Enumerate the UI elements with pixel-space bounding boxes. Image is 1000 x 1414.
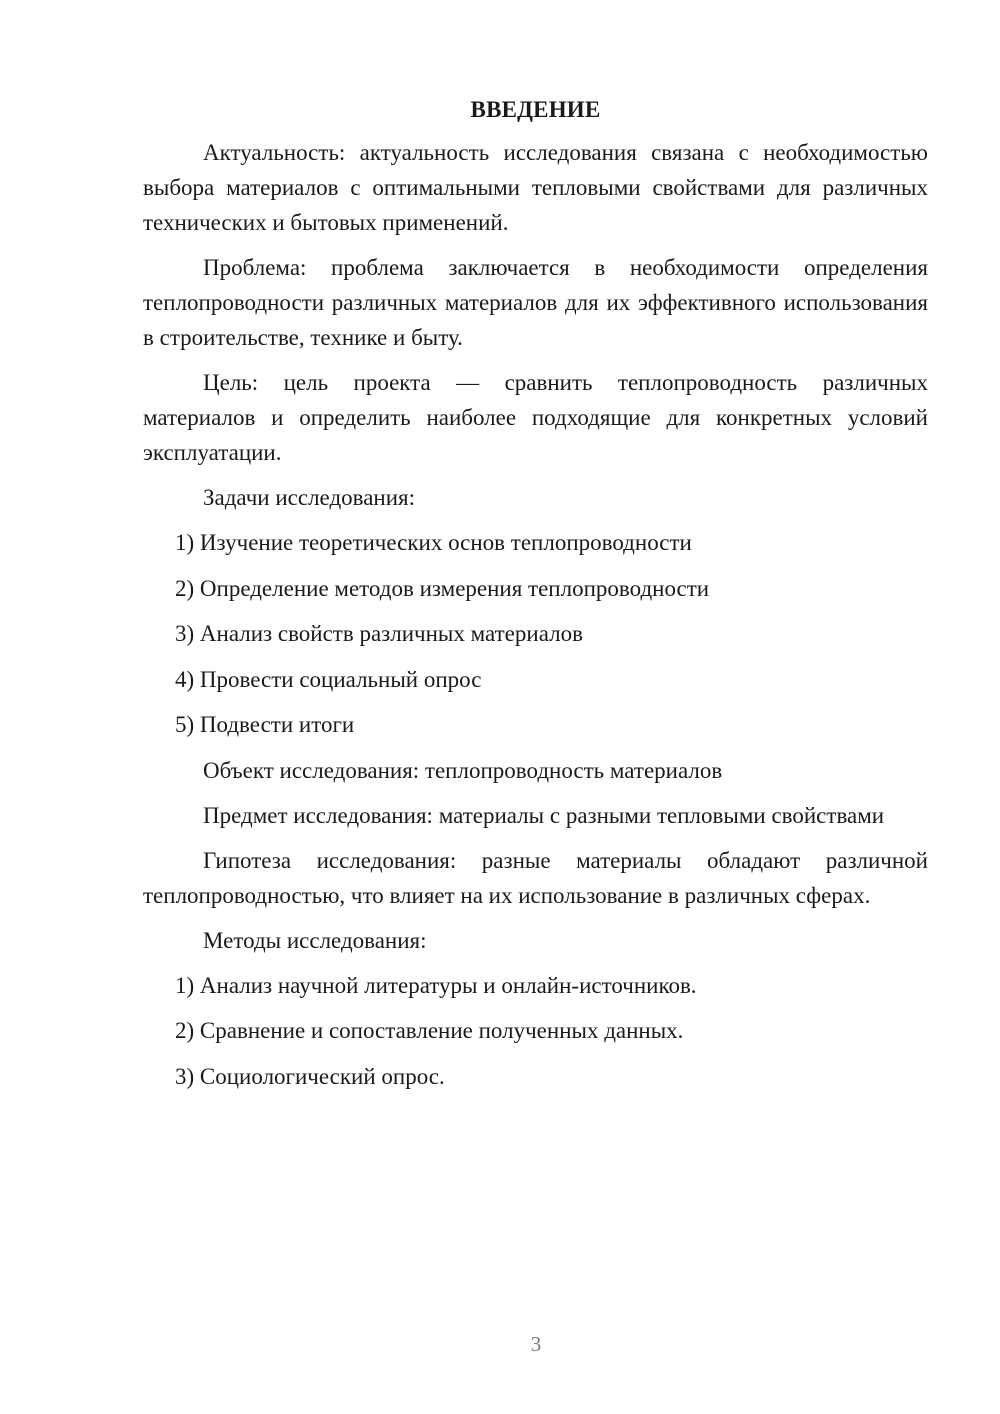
tasks-list [143, 525, 928, 742]
list-item: 1) Изучение теоретических основ теплопроводности [175, 530, 692, 555]
list-item: 2) Сравнение и сопоставление полученных данных. [175, 1018, 684, 1043]
relevance-paragraph: Актуальность: актуальность исследования связана с необходимостью выбора материалов с оптимальными тепловыми свойствами для различных технических и бытовых применений. [143, 140, 928, 235]
list-item: 5) Подвести итоги [175, 712, 355, 737]
section-heading: ВВЕДЕНИЕ [470, 97, 601, 122]
methods-title: Методы исследования: [203, 927, 427, 953]
page-number: 3 [530, 1332, 542, 1356]
list-item: 3) Социологический опрос. [175, 1063, 445, 1089]
subject-paragraph: Предмет исследования: материалы с разными тепловыми свойствами [203, 802, 885, 828]
problem-paragraph: Проблема: проблема заключается в необходимости определения теплопроводности различных материалов для их эффективного использования в строительстве, технике и быту. [143, 255, 928, 350]
tasks-title: Задачи исследования: [203, 485, 416, 510]
list-item: 2) Определение методов измерения теплопроводности [175, 575, 710, 601]
methods-list [143, 968, 928, 1094]
hypothesis-paragraph: Гипотеза исследования: разные материалы обладают различной теплопроводностью, что влияет на их использование в различных сферах. [143, 847, 928, 908]
object-paragraph: Объект исследования: теплопроводность материалов [203, 757, 723, 783]
list-item: 1) Анализ научной литературы и онлайн-источников. [175, 972, 697, 998]
list-item: 4) Провести социальный опрос [175, 666, 482, 692]
goal-paragraph: Цель: цель проекта — сравнить теплопроводность различных материалов и определить наиболее подходящие для конкретных условий эксплуатации. [143, 370, 928, 465]
page-content [143, 92, 928, 1104]
list-item: 3) Анализ свойств различных материалов [175, 621, 583, 646]
